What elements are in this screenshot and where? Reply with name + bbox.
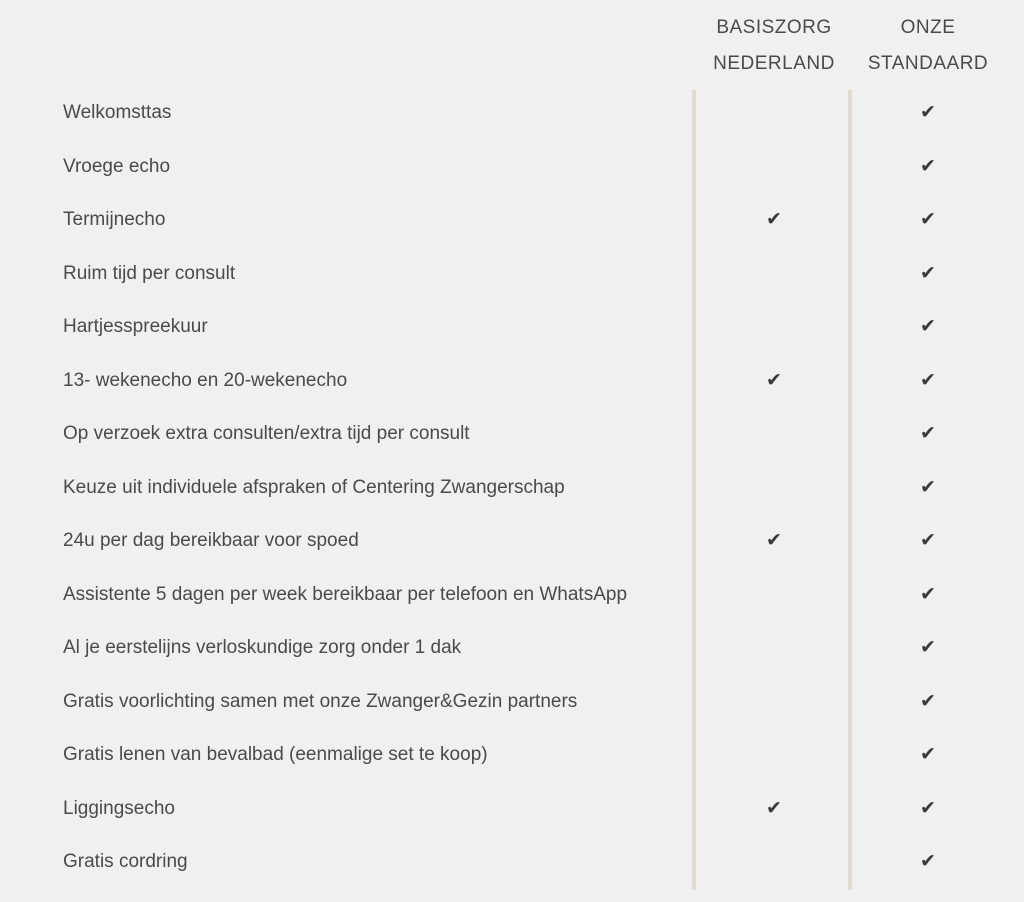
checkmark-icon: ✔	[920, 850, 936, 872]
checkmark-icon: ✔	[766, 208, 782, 230]
table-row	[0, 86, 1024, 140]
column-header-onze-line2: STANDAARD	[867, 53, 989, 74]
table-row	[0, 621, 1024, 675]
table-row	[0, 782, 1024, 836]
column-header-onze-line1: ONZE	[900, 17, 956, 38]
row-label: Gratis lenen van bevalbad (eenmalige set te koop)	[63, 744, 488, 765]
checkmark-icon: ✔	[920, 208, 936, 230]
checkmark-icon: ✔	[920, 529, 936, 551]
table-row	[0, 728, 1024, 782]
row-label: Keuze uit individuele afspraken of Centering Zwangerschap	[63, 476, 565, 498]
table-row	[0, 300, 1024, 354]
column-header-onze-standaard	[848, 10, 1008, 82]
column-header-basiszorg-line1: BASISZORG	[716, 17, 832, 38]
checkmark-icon: ✔	[920, 743, 936, 765]
row-label: 13- wekenecho en 20-wekenecho	[63, 369, 348, 391]
table-row	[0, 568, 1024, 622]
checkmark-icon: ✔	[920, 368, 936, 391]
checkmark-icon: ✔	[766, 796, 782, 819]
row-label: Assistente 5 dagen per week bereikbaar per telefoon en WhatsApp	[63, 583, 628, 605]
row-label: Ruim tijd per consult	[63, 262, 236, 284]
column-header-basiszorg	[694, 10, 854, 82]
table-row	[0, 193, 1024, 247]
row-label: Termijnecho	[63, 209, 166, 230]
checkmark-icon: ✔	[920, 315, 936, 337]
checkmark-icon: ✔	[920, 154, 936, 177]
row-label: Liggingsecho	[63, 797, 175, 819]
table-row	[0, 407, 1024, 461]
row-label: Gratis voorlichting samen met onze Zwanger&Gezin partners	[63, 690, 578, 712]
table-row	[0, 354, 1024, 408]
row-label: Vroege echo	[63, 155, 171, 177]
checkmark-icon: ✔	[920, 796, 936, 819]
row-label: Op verzoek extra consulten/extra tijd per consult	[63, 423, 470, 444]
table-row	[0, 461, 1024, 515]
checkmark-icon: ✔	[920, 475, 936, 498]
row-label: Al je eerstelijns verloskundige zorg onder 1 dak	[63, 637, 462, 658]
checkmark-icon: ✔	[920, 261, 936, 284]
checkmark-icon: ✔	[920, 422, 936, 444]
checkmark-icon: ✔	[766, 529, 782, 551]
table-row	[0, 514, 1024, 568]
table-row	[0, 247, 1024, 301]
column-header-basiszorg-line2: NEDERLAND	[713, 53, 835, 74]
row-label: Gratis cordring	[63, 851, 188, 872]
comparison-table	[0, 86, 1024, 889]
checkmark-icon: ✔	[920, 101, 936, 123]
table-row	[0, 835, 1024, 889]
table-row	[0, 140, 1024, 194]
row-label: Welkomsttas	[63, 102, 172, 123]
row-label: Hartjesspreekuur	[63, 316, 208, 337]
checkmark-icon: ✔	[766, 368, 782, 391]
checkmark-icon: ✔	[920, 689, 936, 712]
row-label: 24u per dag bereikbaar voor spoed	[63, 530, 359, 551]
checkmark-icon: ✔	[920, 582, 936, 605]
table-row	[0, 675, 1024, 729]
checkmark-icon: ✔	[920, 636, 936, 658]
